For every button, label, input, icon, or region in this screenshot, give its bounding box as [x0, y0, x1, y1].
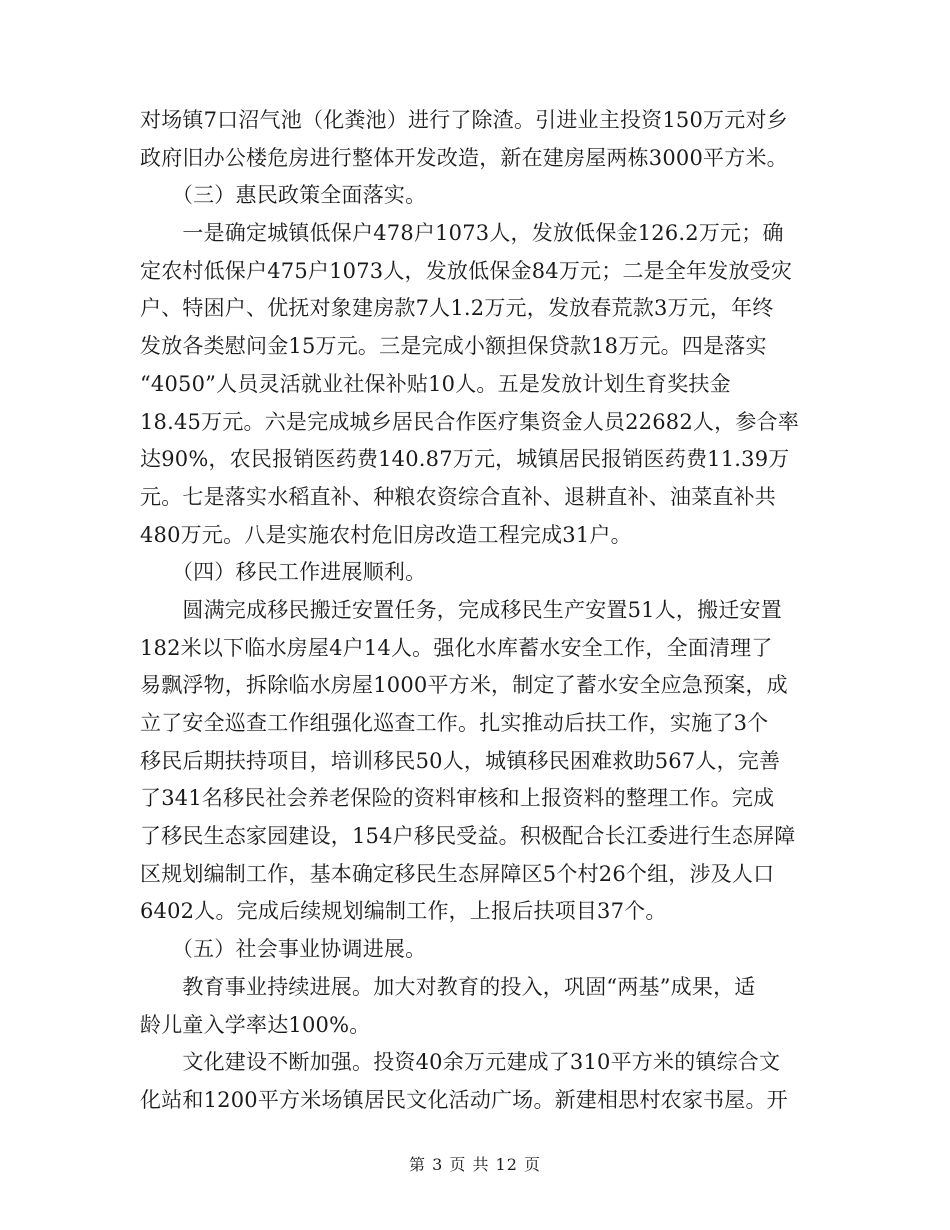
- text-line: 元。七是落实水稻直补、种粮农资综合直补、退耕直补、油菜直补共: [140, 484, 776, 509]
- text-line: 了341名移民社会养老保险的资料审核和上报资料的整理工作。完成: [140, 786, 775, 811]
- text-line: （四）移民工作进展顺利。: [140, 560, 427, 585]
- text-line: 移民后期扶持项目，培训移民50人，城镇移民困难救助567人，完善: [140, 748, 781, 773]
- text-line: 易飘浮物，拆除临水房屋1000平方米，制定了蓄水安全应急预案，成: [140, 673, 788, 698]
- page-footer: 第 3 页 共 12 页: [409, 1155, 541, 1174]
- text-line: 龄儿童入学率达100%。: [140, 1012, 371, 1037]
- document-body: [140, 102, 810, 1120]
- text-line: 户、特困户、优抚对象建房款7人1.2万元，发放春荒款3万元，年终: [140, 296, 774, 321]
- text-line: 182米以下临水房屋4户14人。强化水库蓄水安全工作，全面清理了: [140, 635, 773, 660]
- text-line: （五）社会事业协调进展。: [140, 937, 427, 962]
- text-line: 一是确定城镇低保户478户1073人，发放低保金126.2万元；确: [140, 221, 784, 246]
- text-line: 教育事业持续进展。加大对教育的投入，巩固“两基”成果，适: [140, 974, 756, 999]
- text-line: 了移民生态家园建设，154户移民受益。积极配合长江委进行生态屏障: [140, 824, 796, 849]
- text-line: 18.45万元。六是完成城乡居民合作医疗集资金人员22682人，参合率: [140, 409, 799, 434]
- text-line: 6402人。完成后续规划编制工作，上报后扶项目37个。: [140, 899, 667, 924]
- text-line: （三）惠民政策全面落实。: [140, 183, 427, 208]
- text-line: 区规划编制工作，基本确定移民生态屏障区5个村26个组，涉及人口: [140, 861, 775, 886]
- text-line: 圆满完成移民搬迁安置任务，完成移民生产安置51人，搬迁安置: [140, 597, 782, 622]
- text-line: 达90%，农民报销医药费140.87万元，城镇居民报销医药费11.39万: [140, 447, 790, 472]
- text-line: 文化建设不断加强。投资40余万元建成了310平方米的镇综合文: [140, 1050, 781, 1075]
- text-line: 480万元。八是实施农村危旧房改造工程完成31户。: [140, 522, 632, 547]
- text-line: “4050”人员灵活就业社保补贴10人。五是发放计划生育奖扶金: [140, 371, 731, 396]
- text-line: 对场镇7口沼气池（化粪池）进行了除渣。引进业主投资150万元对乡: [140, 108, 788, 132]
- text-line: 立了安全巡查工作组强化巡查工作。扎实推动后扶工作，实施了3个: [140, 711, 769, 735]
- text-line: 发放各类慰问金15万元。三是完成小额担保贷款18万元。四是落实: [140, 334, 767, 359]
- text-line: 定农村低保户475户1073人，发放低保金84万元；二是全年发放受灾: [140, 258, 793, 283]
- text-line: 化站和1200平方米场镇居民文化活动广场。新建相思村农家书屋。开: [140, 1087, 788, 1112]
- text-line: 政府旧办公楼危房进行整体开发改造，新在建房屋两栋3000平方米。: [140, 145, 788, 170]
